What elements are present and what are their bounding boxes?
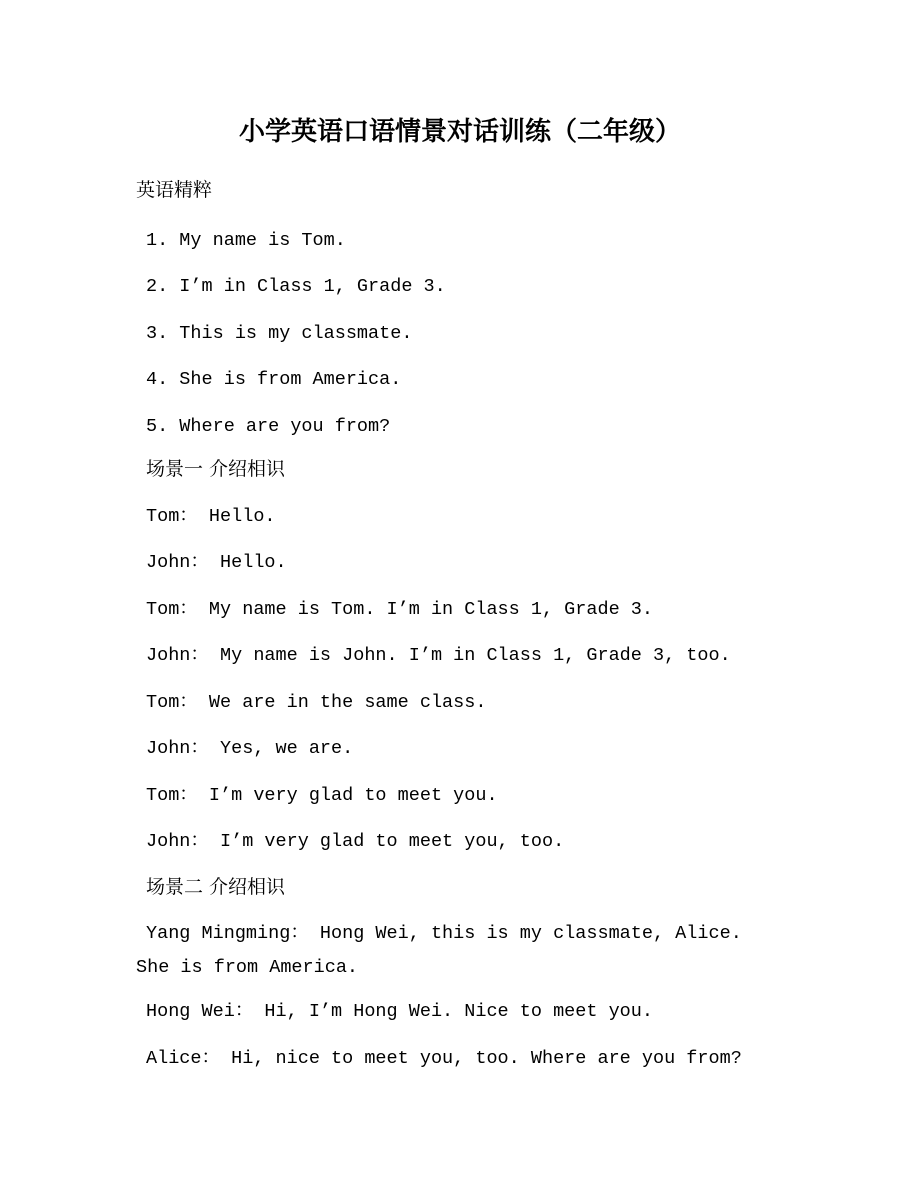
- scene2-line-3: Alice： Hi, nice to meet you, too. Where are you from?: [146, 1048, 742, 1069]
- scene1-line-1: Tom： Hello.: [146, 506, 276, 527]
- scene2-heading: 场景二 介绍相识: [146, 876, 286, 898]
- scene1-line-5: Tom： We are in the same class.: [146, 692, 487, 713]
- scene1-heading: 场景一 介绍相识: [146, 458, 286, 480]
- scene1-line-4: John： My name is John. I’m in Class 1, Grade 3, too.: [146, 645, 731, 666]
- essentials-heading: 英语精粹: [136, 179, 213, 201]
- sentence-4: 4. She is from America.: [146, 369, 402, 390]
- sentence-1: 1. My name is Tom.: [146, 230, 346, 251]
- scene2-line-1: Yang Mingming： Hong Wei, this is my classmate, Alice. She is from America.: [136, 923, 742, 978]
- sentence-3: 3. This is my classmate.: [146, 323, 413, 344]
- scene1-line-6: John： Yes, we are.: [146, 738, 354, 759]
- scene2-line-2: Hong Wei： Hi, I’m Hong Wei. Nice to meet you.: [146, 1001, 653, 1022]
- scene1-line-3: Tom： My name is Tom. I’m in Class 1, Grade 3.: [146, 599, 653, 620]
- scene1-line-2: John： Hello.: [146, 552, 287, 573]
- scene1-line-7: Tom： I’m very glad to meet you.: [146, 785, 498, 806]
- scene1-line-8: John： I’m very glad to meet you, too.: [146, 831, 565, 852]
- sentence-5: 5. Where are you from?: [146, 416, 391, 437]
- sentence-2: 2. I’m in Class 1, Grade 3.: [146, 276, 446, 297]
- document-title: 小学英语口语情景对话训练（二年级）: [238, 117, 681, 147]
